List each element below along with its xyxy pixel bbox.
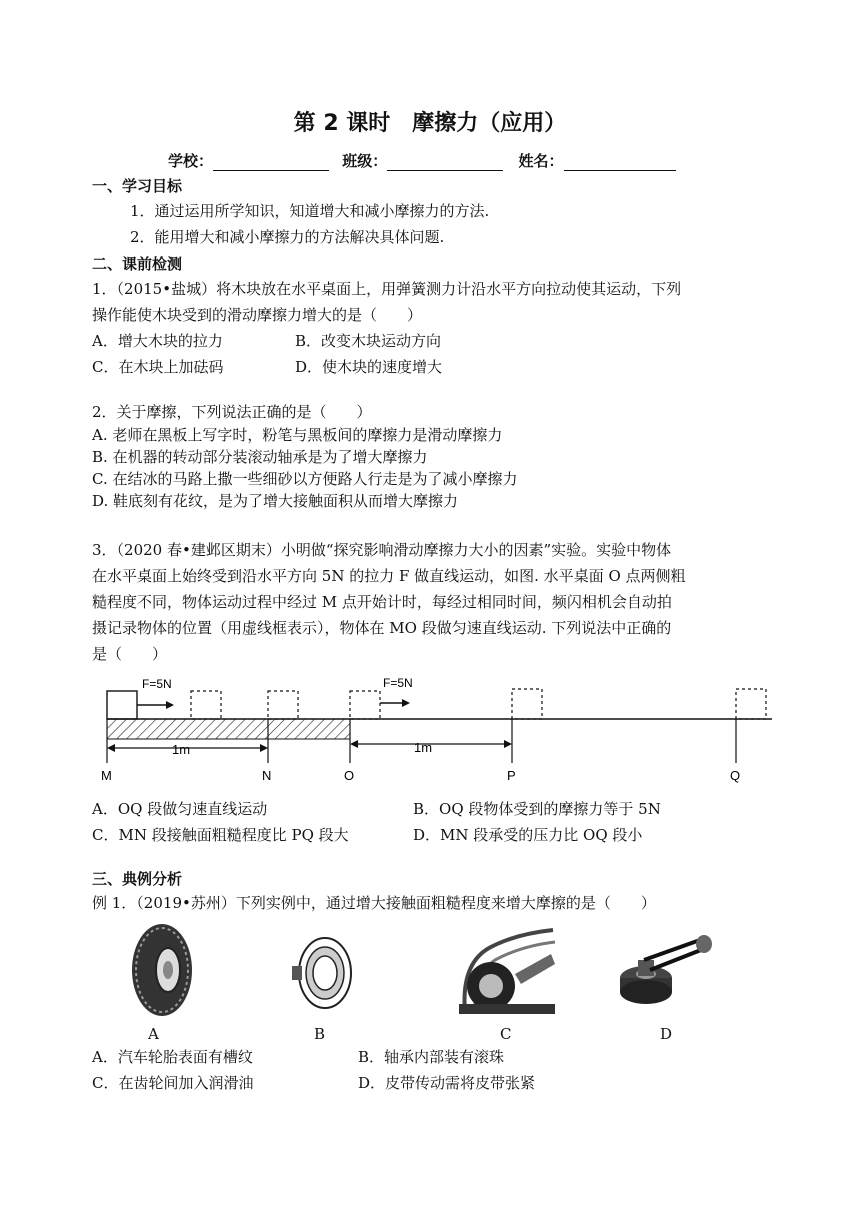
point-label-o: O bbox=[344, 768, 355, 783]
q3-option-d[interactable]: D．MN 段承受的压力比 OQ 段小 bbox=[413, 826, 643, 844]
q1-stem-line2: 操作能使木块受到的滑动摩擦力增大的是（ ） bbox=[92, 306, 423, 324]
name-field[interactable] bbox=[564, 154, 676, 171]
image-label-d: D bbox=[660, 1025, 673, 1043]
class-field[interactable] bbox=[387, 154, 503, 171]
school-field[interactable] bbox=[213, 154, 329, 171]
q2-stem: 2．关于摩擦，下列说法正确的是（ ） bbox=[92, 403, 372, 421]
ex1-stem: 例 1．（2019•苏州）下列实例中，通过增大接触面粗糙程度来增大摩擦的是（ ） bbox=[92, 894, 656, 912]
rough-surface-mo bbox=[107, 719, 350, 739]
section-heading-goals: 一、学习目标 bbox=[92, 177, 183, 195]
image-label-b: B bbox=[314, 1025, 326, 1043]
point-label-q: Q bbox=[730, 768, 741, 783]
q1-stem-line1: 1．（2015•盐城）将木块放在水平桌面上，用弹簧测力计沿水平方向拉动使其运动，下列 bbox=[92, 280, 682, 298]
ex1-option-d[interactable]: D．皮带传动需将皮带张紧 bbox=[358, 1074, 536, 1092]
class-label: 班级： bbox=[342, 152, 388, 170]
goal-item: 2．能用增大和减小摩擦力的方法解决具体问题. bbox=[130, 228, 445, 246]
ex1-option-b[interactable]: B．轴承内部装有滚珠 bbox=[358, 1048, 505, 1066]
q3-stem-line: 是（ ） bbox=[92, 645, 168, 663]
school-label: 学校： bbox=[168, 152, 214, 170]
frame-position bbox=[268, 691, 298, 719]
tire-image bbox=[130, 922, 194, 1018]
q1-option-a[interactable]: A．增大木块的拉力 bbox=[92, 332, 223, 350]
frame-position bbox=[736, 689, 766, 719]
q3-stem-line: 糙程度不同，物体运动过程中经过 M 点开始计时，每经过相同时间，频闪相机会自动拍 bbox=[92, 593, 672, 611]
distance-label-mn: 1m bbox=[172, 742, 191, 757]
ex1-option-a[interactable]: A．汽车轮胎表面有槽纹 bbox=[92, 1048, 253, 1066]
point-label-n: N bbox=[262, 768, 272, 783]
q2-option-a[interactable]: A. 老师在黑板上写字时，粉笔与黑板间的摩擦力是滑动摩擦力 bbox=[92, 426, 503, 444]
q1-option-b[interactable]: B．改变木块运动方向 bbox=[295, 332, 442, 350]
goal-item: 1．通过运用所学知识，知道增大和减小摩擦力的方法. bbox=[130, 202, 490, 220]
force-label-1: F=5N bbox=[142, 677, 172, 691]
point-label-m: M bbox=[101, 768, 112, 783]
frame-position bbox=[350, 691, 380, 719]
q3-stem-line: 摄记录物体的位置（用虚线框表示），物体在 MO 段做匀速直线运动. 下列说法中正确的 bbox=[92, 619, 672, 637]
q1-option-d[interactable]: D．使木块的速度增大 bbox=[295, 358, 443, 376]
force-arrow-2 bbox=[402, 699, 410, 707]
force-arrow-1 bbox=[166, 701, 174, 709]
block-at-m bbox=[107, 691, 137, 719]
section-heading-precheck: 二、课前检测 bbox=[92, 255, 183, 273]
q3-option-a[interactable]: A．OQ 段做匀速直线运动 bbox=[92, 800, 268, 818]
force-label-2: F=5N bbox=[383, 676, 413, 690]
page-title: 第 2 课时 摩擦力（应用） bbox=[293, 111, 567, 136]
distance-label-op: 1m bbox=[414, 740, 433, 755]
section-heading-examples: 三、典例分析 bbox=[92, 870, 183, 888]
q2-option-b[interactable]: B. 在机器的转动部分装滚动轴承是为了增大摩擦力 bbox=[92, 448, 428, 466]
name-label: 姓名： bbox=[518, 152, 564, 170]
frame-position bbox=[191, 691, 221, 719]
q3-motion-diagram bbox=[96, 670, 776, 785]
q2-option-c[interactable]: C. 在结冰的马路上撒一些细砂以方便路人行走是为了减小摩擦力 bbox=[92, 470, 518, 488]
q1-option-c[interactable]: C．在木块上加砝码 bbox=[92, 358, 224, 376]
meta-line bbox=[168, 150, 676, 171]
image-label-a: A bbox=[148, 1025, 159, 1043]
point-label-p: P bbox=[507, 768, 516, 783]
bearing-image bbox=[292, 936, 354, 1010]
q3-stem-line: 3．（2020 春•建邺区期末）小明做“探究影响滑动摩擦力大小的因素”实验。实验中物体 bbox=[92, 541, 672, 559]
q3-option-b[interactable]: B．OQ 段物体受到的摩擦力等于 5N bbox=[413, 800, 661, 818]
image-label-c: C bbox=[500, 1025, 512, 1043]
frame-position bbox=[512, 689, 542, 719]
q3-stem-line: 在水平桌面上始终受到沿水平方向 5N 的拉力 F 做直线运动，如图. 水平桌面 O 点两侧粗 bbox=[92, 567, 686, 585]
gear-oil-image bbox=[455, 924, 559, 1016]
belt-drive-image bbox=[614, 930, 716, 1010]
ex1-option-c[interactable]: C．在齿轮间加入润滑油 bbox=[92, 1074, 254, 1092]
q3-option-c[interactable]: C．MN 段接触面粗糙程度比 PQ 段大 bbox=[92, 826, 349, 844]
q2-option-d[interactable]: D. 鞋底刻有花纹，是为了增大接触面积从而增大摩擦力 bbox=[92, 492, 459, 510]
